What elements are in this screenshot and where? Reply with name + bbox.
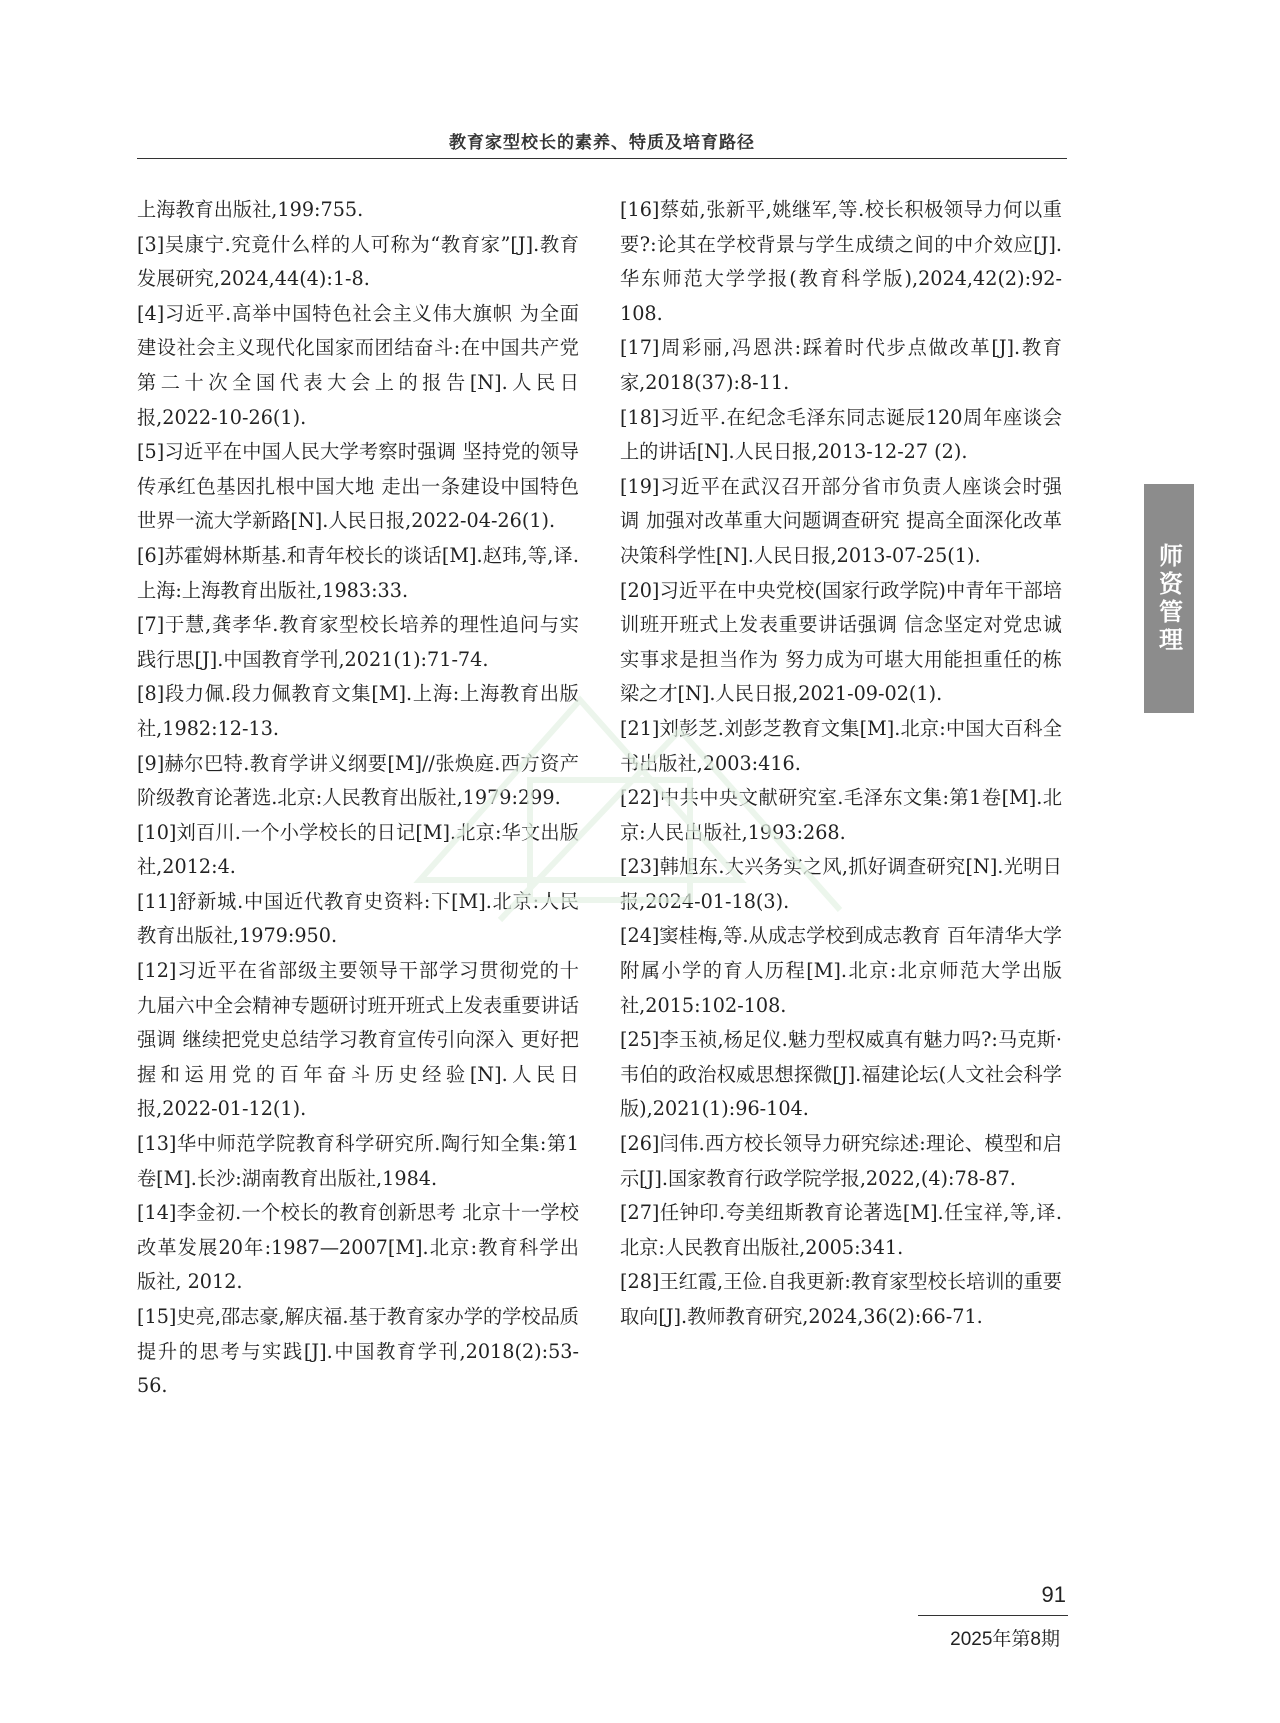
issue-label: 2025年第8期 xyxy=(950,1629,1060,1650)
reference-item: [12]习近平在省部级主要领导干部学习贯彻党的十九届六中全会精神专题研讨班开班式上发表重要讲话强调 继续把党史总结学习教育宣传引向深入 更好把握和运用党的百年奋斗历史经验[N].人民日报,2022-01-12(1). xyxy=(137,959,579,1121)
header-rule xyxy=(137,158,1067,159)
reference-item: [6]苏霍姆林斯基.和青年校长的谈话[M].赵玮,等,译.上海:上海教育出版社,1983:33. xyxy=(137,543,579,602)
reference-item: [28]王红霞,王俭.自我更新:教育家型校长培训的重要取向[J].教师教育研究,2024,36(2):66-71. xyxy=(620,1270,1062,1328)
reference-item: [14]李金初.一个校长的教育创新思考 北京十一学校改革发展20年:1987—2007[M].北京:教育科学出版社, 2012. xyxy=(137,1201,579,1294)
reference-item: [11]舒新城.中国近代教育史资料:下[M].北京:人民教育出版社,1979:950. xyxy=(137,889,579,948)
reference-item: [21]刘彭芝.刘彭芝教育文集[M].北京:中国大百科全书出版社,2003:416. xyxy=(620,716,1062,775)
reference-item: [15]史亮,邵志豪,解庆福.基于教育家办学的学校品质提升的思考与实践[J].中国教育学刊,2018(2):53-56. xyxy=(137,1305,579,1398)
reference-item: [4]习近平.高举中国特色社会主义伟大旗帜 为全面建设社会主义现代化国家而团结奋斗:在中国共产党第二十次全国代表大会上的报告[N].人民日报,2022-10-26(1). xyxy=(137,301,579,429)
footer-rule xyxy=(918,1615,1068,1616)
reference-item: [26]闫伟.西方校长领导力研究综述:理论、模型和启示[J].国家教育行政学院学报,2022,(4):78-87. xyxy=(620,1132,1062,1190)
section-side-label: 师资管理 xyxy=(1154,542,1183,655)
reference-item: [5]习近平在中国人民大学考察时强调 坚持党的领导传承红色基因扎根中国大地 走出一条建设中国特色世界一流大学新路[N].人民日报,2022-04-26(1). xyxy=(137,440,579,533)
section-side-tab xyxy=(1144,484,1194,713)
reference-item: [24]窦桂梅,等.从成志学校到成志教育 百年清华大学附属小学的育人历程[M].北京:北京师范大学出版社,2015:102-108. xyxy=(620,924,1062,1017)
reference-item: [18]习近平.在纪念毛泽东同志诞辰120周年座谈会上的讲话[N].人民日报,2013-12-27 (2). xyxy=(620,405,1062,464)
references-right-column xyxy=(620,193,1062,1335)
reference-item: [9]赫尔巴特.教育学讲义纲要[M]//张焕庭.西方资产阶级教育论著选.北京:人民教育出版社,1979:299. xyxy=(137,751,579,810)
reference-item: [23]韩旭东.大兴务实之风,抓好调查研究[N].光明日报,2024-01-18(3). xyxy=(620,855,1062,913)
running-head-title: 教育家型校长的素养、特质及培育路径 xyxy=(449,133,755,153)
reference-item: [22]中共中央文献研究室.毛泽东文集:第1卷[M].北京:人民出版社,1993:268. xyxy=(620,786,1062,844)
reference-item: [20]习近平在中央党校(国家行政学院)中青年干部培训班开班式上发表重要讲话强调 信念坚定对党忠诚实事求是担当作为 努力成为可堪大用能担重任的栋梁之才[N].人民日报,2021-09-02(1). xyxy=(620,578,1062,706)
reference-item: [10]刘百川.一个小学校长的日记[M].北京:华文出版社,2012:4. xyxy=(137,820,579,879)
page-number: 91 xyxy=(1041,1582,1066,1607)
reference-item: [8]段力佩.段力佩教育文集[M].上海:上海教育出版社,1982:12-13. xyxy=(137,682,579,740)
reference-item: [16]蔡茹,张新平,姚继军,等.校长积极领导力何以重要?:论其在学校背景与学生成绩之间的中介效应[J].华东师范大学学报(教育科学版),2024,42(2):92-108. xyxy=(620,198,1062,325)
reference-item: [7]于慧,龚孝华.教育家型校长培养的理性追问与实践行思[J].中国教育学刊,2021(1):71-74. xyxy=(137,613,579,671)
reference-item: [25]李玉祯,杨足仪.魅力型权威真有魅力吗?:马克斯·韦伯的政治权威思想探微[J].福建论坛(人文社会科学版),2021(1):96-104. xyxy=(620,1028,1062,1121)
reference-item: [17]周彩丽,冯恩洪:踩着时代步点做改革[J].教育家,2018(37):8-11. xyxy=(620,336,1062,394)
reference-item: [19]习近平在武汉召开部分省市负责人座谈会时强调 加强对改革重大问题调查研究 提高全面深化改革决策科学性[N].人民日报,2013-07-25(1). xyxy=(620,474,1062,567)
reference-item: [13]华中师范学院教育科学研究所.陶行知全集:第1卷[M].长沙:湖南教育出版社,1984. xyxy=(137,1132,579,1190)
reference-item: 上海教育出版社,199:755. xyxy=(137,198,364,221)
reference-item: [3]吴康宁.究竟什么样的人可称为“教育家”[J].教育发展研究,2024,44(4):1-8. xyxy=(137,232,579,291)
references-left-column xyxy=(137,193,579,1404)
reference-item: [27]任钟印.夸美纽斯教育论著选[M].任宝祥,等,译.北京:人民教育出版社,2005:341. xyxy=(620,1201,1062,1259)
